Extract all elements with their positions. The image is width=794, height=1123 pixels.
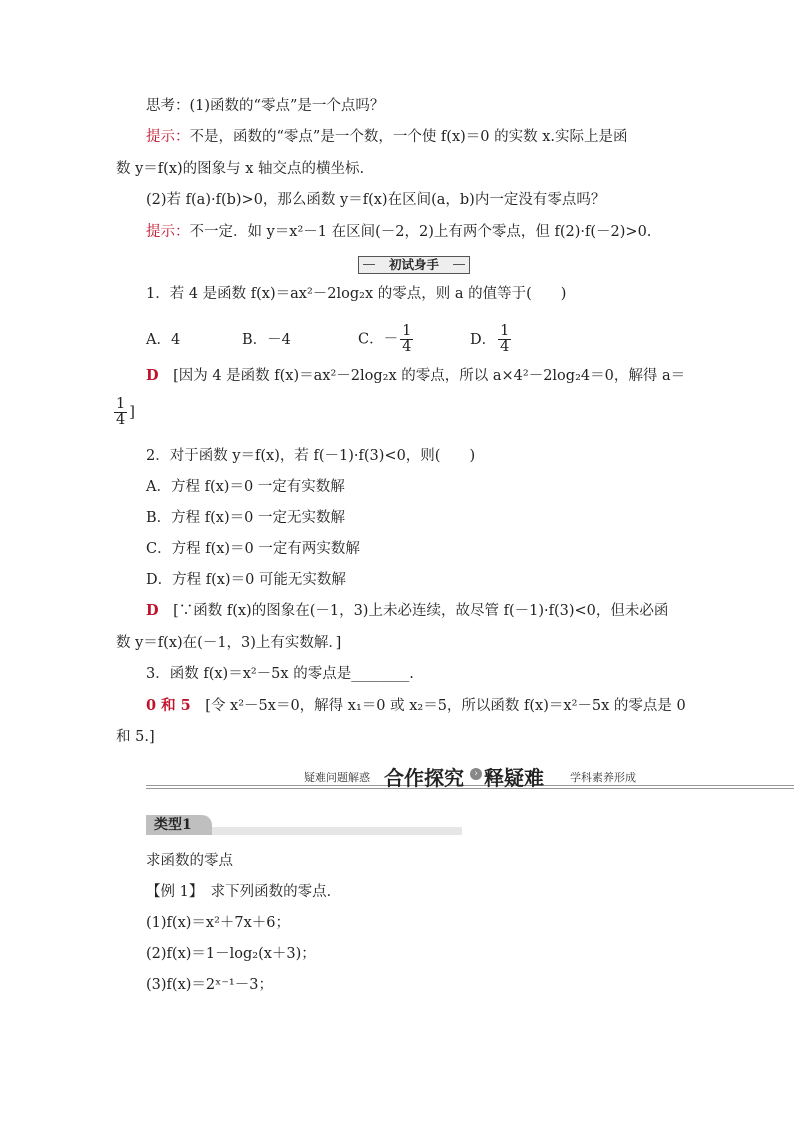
hint-1	[146, 127, 628, 147]
type-title: 求函数的零点	[146, 853, 233, 869]
q1-option-d: D． $\frac{1}{4}$	[470, 323, 510, 355]
q2-answer	[146, 601, 668, 621]
banner-left-text: 疑难问题解惑	[304, 771, 370, 784]
q3-answer	[146, 696, 686, 716]
q3-explain: [令 x²－5x＝0，解得 x₁＝0 或 x₂＝5，所以函数 f(x)＝x²－5x 的零点是 0	[205, 698, 686, 714]
q1-option-c: C．－ $\frac{1}{4}$	[358, 323, 412, 355]
q1-explain-end: $\frac{1}{4}$ ]	[116, 396, 135, 428]
q1-options	[146, 324, 513, 355]
example-text: 求下列函数的零点．	[210, 884, 342, 900]
frac-denominator: 4	[116, 412, 126, 428]
type-label: 类型1	[146, 815, 212, 835]
banner-title-2: 释疑难	[484, 766, 544, 790]
hint-1-text: 不是，函数的“零点”是一个数，一个使 f(x)＝0 的实数 x.实际上是函	[189, 129, 628, 145]
hint-label: 提示：	[146, 224, 190, 240]
q2-answer-letter: D	[146, 602, 159, 619]
example-label: 【例 1】	[146, 884, 197, 900]
q2-option-c: C．方程 f(x)＝0 一定有两实数解	[146, 541, 360, 557]
q2-explain: [∵函数 f(x)的图象在(－1，3)上未必连续，故尽管 f(－1)·f(3)<0，但未必函	[173, 603, 669, 619]
think-question-2: (2)若 f(a)·f(b)>0，那么函数 y＝f(x)在区间(a，b)内一定没有零点吗？	[146, 192, 606, 208]
hint-2-text: 不一定．如 y＝x²－1 在区间(－2，2)上有两个零点，但 f(2)·f(－2)>0.	[189, 224, 652, 240]
q3-answer-value: 0 和 5	[146, 697, 191, 714]
think-question-1: 思考：(1)函数的“零点”是一个点吗？	[146, 98, 385, 114]
hint-2	[146, 222, 651, 242]
q1-explain: [因为 4 是函数 f(x)＝ax²－2log₂x 的零点，所以 a×4²－2log₂4＝0，解得 a＝	[173, 368, 686, 384]
q2-option-b: B．方程 f(x)＝0 一定无实数解	[146, 510, 345, 526]
q1-stem: 1．若 4 是函数 f(x)＝ax²－2log₂x 的零点，则 a 的值等于( )	[146, 286, 567, 302]
frac-denominator: 4	[402, 339, 412, 355]
q2-option-a: A．方程 f(x)＝0 一定有实数解	[146, 479, 345, 495]
q3-stem: 3．函数 f(x)＝x²－5x 的零点是________.	[146, 666, 414, 682]
chevron-right-icon: ›	[470, 768, 482, 780]
q2-explain-cont: 数 y＝f(x)在(－1，3)上有实数解．]	[116, 635, 342, 651]
q1-option-a: A．4	[146, 331, 181, 348]
q3-explain-cont: 和 5.]	[116, 729, 155, 745]
frac-numerator: 1	[402, 323, 412, 339]
frac-numerator: 1	[116, 396, 126, 412]
section-badge: 初试身手	[358, 256, 470, 274]
q1-option-b: B．－4	[242, 331, 291, 348]
q2-stem: 2．对于函数 y＝f(x)，若 f(－1)·f(3)<0，则( )	[146, 448, 476, 464]
hint-1-cont: 数 y＝f(x)的图象与 x 轴交点的横坐标.	[116, 161, 365, 177]
banner-rule	[146, 785, 794, 789]
type-header	[146, 815, 462, 835]
q1-answer	[146, 366, 685, 386]
type-header-bar	[204, 827, 462, 835]
example-item-2: (2)f(x)＝1－log₂(x＋3)；	[146, 946, 316, 962]
example-1	[146, 882, 341, 902]
section-banner	[146, 761, 794, 791]
q1-answer-letter: D	[146, 367, 159, 384]
hint-label: 提示：	[146, 129, 190, 145]
frac-numerator: 1	[500, 323, 510, 339]
example-item-3: (3)f(x)＝2ˣ⁻¹－3；	[146, 977, 273, 993]
q2-option-d: D．方程 f(x)＝0 可能无实数解	[146, 572, 346, 588]
frac-denominator: 4	[500, 339, 510, 355]
banner-title-1: 合作探究	[384, 766, 464, 790]
banner-right-text: 学科素养形成	[570, 771, 636, 784]
example-item-1: (1)f(x)＝x²＋7x＋6；	[146, 915, 291, 931]
